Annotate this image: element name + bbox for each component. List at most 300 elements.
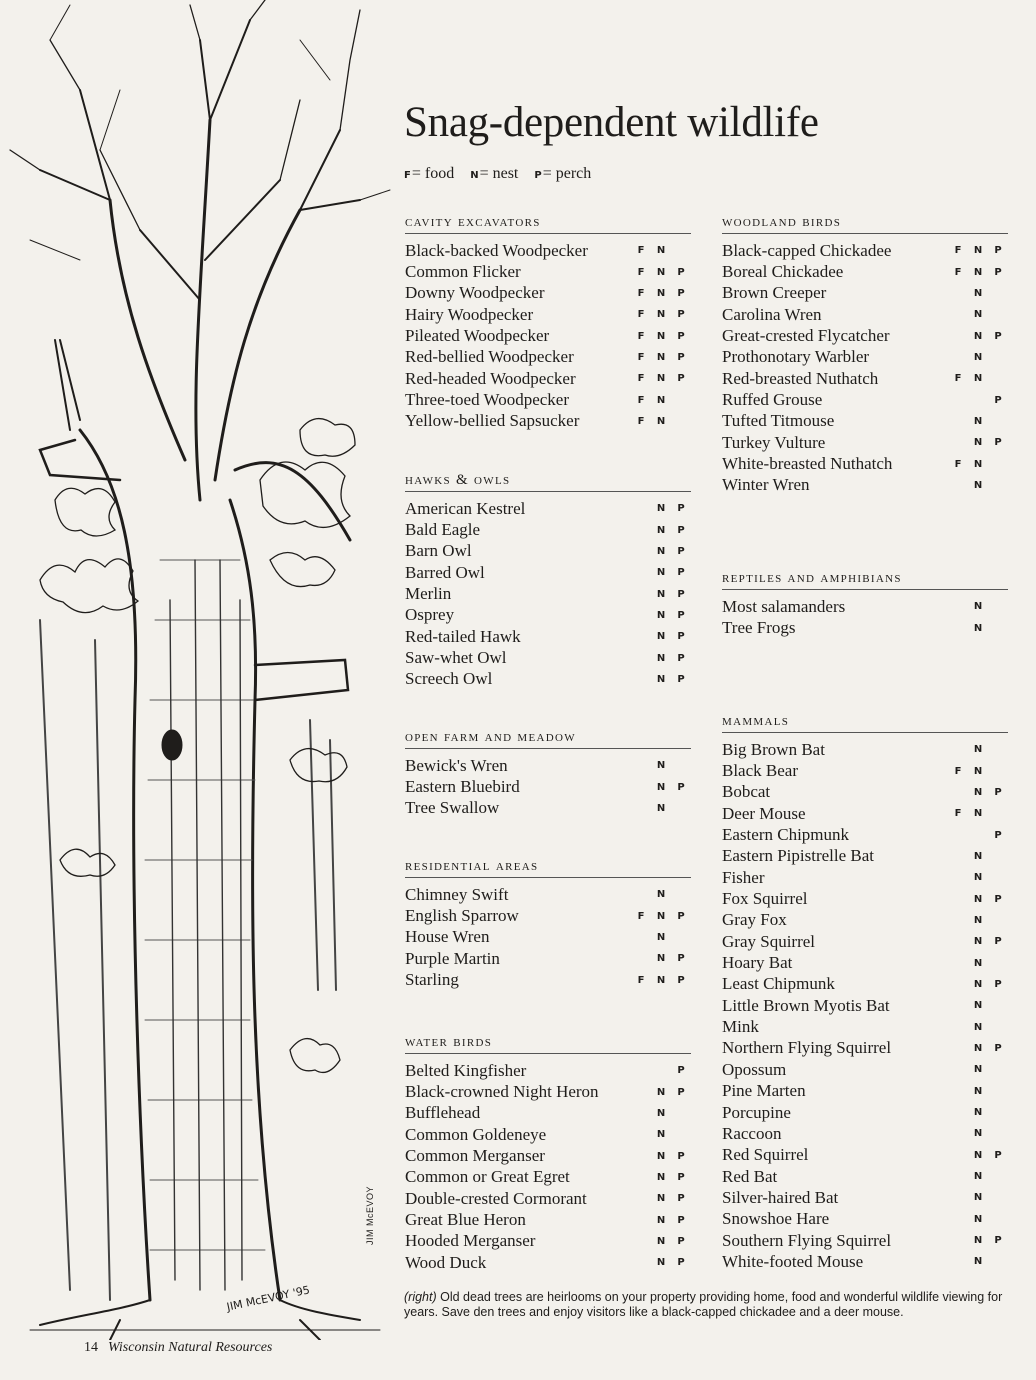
legend-nest-key: N: [470, 170, 479, 181]
food-code: F: [954, 458, 962, 470]
use-codes: [629, 1172, 691, 1183]
nest-code: N: [973, 309, 983, 321]
food-code: [948, 331, 968, 342]
nest-code: N: [973, 1000, 983, 1012]
nest-code: [968, 395, 988, 406]
nest-code: N: [973, 1192, 983, 1204]
species-name: Downy Woodpecker: [405, 283, 545, 303]
species-row: [405, 1167, 691, 1188]
use-codes: [946, 395, 1008, 406]
species-row: [722, 240, 1008, 261]
perch-code: [988, 1256, 1008, 1267]
food-code: [948, 1022, 968, 1033]
perch-code: [988, 766, 1008, 777]
species-name: Boreal Chickadee: [722, 262, 844, 282]
nest-code: N: [973, 266, 983, 278]
species-row: [722, 283, 1008, 304]
food-code: [948, 744, 968, 755]
perch-code: P: [994, 1042, 1002, 1054]
perch-code: [988, 1128, 1008, 1139]
species-name: Saw-whet Owl: [405, 648, 507, 668]
species-row: [405, 541, 691, 562]
nest-code: N: [656, 802, 666, 814]
food-code: [631, 546, 651, 557]
use-codes: [629, 782, 691, 793]
species-row: [405, 948, 691, 969]
nest-code: N: [973, 1107, 983, 1119]
perch-code: [671, 760, 691, 771]
use-codes: [629, 309, 691, 320]
species-name: Opossum: [722, 1059, 787, 1079]
use-codes: [946, 1192, 1008, 1203]
species-list: [405, 755, 691, 819]
species-row: [722, 453, 1008, 474]
species-row: [722, 782, 1008, 803]
use-codes: [629, 975, 691, 986]
species-name: Black-capped Chickadee: [722, 240, 892, 260]
species-name: Double-crested Cormorant: [405, 1188, 587, 1208]
use-codes: [946, 1150, 1008, 1161]
perch-code: P: [677, 524, 685, 536]
section-title: hawks & owls: [405, 472, 691, 492]
species-name: Least Chipmunk: [722, 974, 835, 994]
caption-text: Old dead trees are heirlooms on your property providing home, food and wonderful wildlife viewing for years. Save den trees and enjoy visitors like a black-capped chickadee and a deer mouse.: [404, 1290, 1003, 1319]
nest-code: N: [973, 1235, 983, 1247]
nest-code: N: [656, 415, 666, 427]
perch-code: [988, 1022, 1008, 1033]
food-code: [948, 395, 968, 406]
use-codes: [629, 1108, 691, 1119]
legend-food: [404, 165, 454, 183]
perch-code: P: [677, 1257, 685, 1269]
species-row: [722, 1102, 1008, 1123]
nest-code: N: [973, 351, 983, 363]
food-code: F: [637, 330, 645, 342]
nest-code: N: [656, 266, 666, 278]
perch-code: P: [677, 910, 685, 922]
food-code: [631, 631, 651, 642]
nest-code: N: [656, 287, 666, 299]
use-codes: [629, 352, 691, 363]
legend-food-label: = food: [411, 165, 455, 182]
nest-code: N: [656, 524, 666, 536]
nest-code: N: [656, 1193, 666, 1205]
section-title: mammals: [722, 713, 1008, 733]
species-name: Bewick's Wren: [405, 755, 508, 775]
species-row: [722, 1081, 1008, 1102]
species-row: [722, 261, 1008, 282]
species-row: [405, 1231, 691, 1252]
use-codes: [629, 653, 691, 664]
nest-code: N: [973, 765, 983, 777]
use-codes: [629, 416, 691, 427]
perch-code: P: [677, 1193, 685, 1205]
nest-code: N: [656, 309, 666, 321]
nest-code: N: [973, 744, 983, 756]
use-codes: [629, 1129, 691, 1140]
species-row: [405, 325, 691, 346]
nest-code: N: [973, 786, 983, 798]
perch-code: P: [677, 974, 685, 986]
use-codes: [629, 932, 691, 943]
nest-code: N: [656, 1235, 666, 1247]
nest-code: N: [973, 1256, 983, 1268]
use-codes: [629, 288, 691, 299]
perch-code: [988, 1064, 1008, 1075]
use-codes: [946, 373, 1008, 384]
perch-code: [988, 915, 1008, 926]
perch-code: P: [677, 351, 685, 363]
perch-code: [988, 416, 1008, 427]
species-row: [405, 626, 691, 647]
species-name: Carolina Wren: [722, 304, 822, 324]
species-row: [405, 776, 691, 797]
nest-code: N: [973, 622, 983, 634]
legend-perch-key: P: [534, 170, 542, 181]
species-name: Northern Flying Squirrel: [722, 1038, 892, 1058]
page-title: Snag-dependent wildlife: [404, 99, 819, 146]
perch-code: [671, 416, 691, 427]
perch-code: P: [994, 330, 1002, 342]
use-codes: [946, 1214, 1008, 1225]
perch-code: [988, 958, 1008, 969]
nest-code: N: [656, 245, 666, 257]
section-hawks-owls: [405, 472, 691, 690]
food-code: [631, 674, 651, 685]
use-codes: [946, 958, 1008, 969]
species-row: [722, 411, 1008, 432]
species-name: White-footed Mouse: [722, 1251, 864, 1271]
food-code: F: [954, 765, 962, 777]
nest-code: [968, 830, 988, 841]
food-code: [948, 979, 968, 990]
section-title: water birds: [405, 1034, 691, 1054]
food-code: [948, 309, 968, 320]
perch-code: [988, 459, 1008, 470]
section-title: reptiles and amphibians: [722, 570, 1008, 590]
use-codes: [629, 610, 691, 621]
nest-code: N: [656, 1129, 666, 1141]
species-row: [405, 605, 691, 626]
species-list: [405, 498, 691, 690]
use-codes: [946, 1171, 1008, 1182]
use-codes: [946, 744, 1008, 755]
species-name: Ruffed Grouse: [722, 390, 823, 410]
food-code: [948, 1171, 968, 1182]
use-codes: [946, 480, 1008, 491]
species-name: Hairy Woodpecker: [405, 304, 534, 324]
use-codes: [946, 1043, 1008, 1054]
use-codes: [946, 766, 1008, 777]
species-row: [722, 1038, 1008, 1059]
perch-code: P: [994, 245, 1002, 257]
use-codes: [629, 525, 691, 536]
use-codes: [946, 459, 1008, 470]
magazine-name: Wisconsin Natural Resources: [108, 1340, 273, 1355]
food-code: [948, 1150, 968, 1161]
species-row: [405, 304, 691, 325]
species-name: Common Merganser: [405, 1146, 545, 1166]
species-name: Merlin: [405, 584, 452, 604]
species-name: Great-crested Flycatcher: [722, 326, 890, 346]
food-code: [631, 1087, 651, 1098]
species-name: Belted Kingfisher: [405, 1060, 527, 1080]
food-code: [948, 915, 968, 926]
perch-code: P: [677, 1086, 685, 1098]
perch-code: P: [677, 1065, 685, 1077]
species-row: [722, 347, 1008, 368]
species-name: Hoary Bat: [722, 953, 793, 973]
nest-code: N: [973, 978, 983, 990]
species-row: [722, 1251, 1008, 1272]
species-name: Red-tailed Hawk: [405, 626, 521, 646]
use-codes: [946, 1064, 1008, 1075]
perch-code: P: [677, 330, 685, 342]
use-codes: [629, 373, 691, 384]
perch-code: [671, 932, 691, 943]
perch-code: P: [677, 781, 685, 793]
use-codes: [946, 1235, 1008, 1246]
species-name: Chimney Swift: [405, 884, 509, 904]
perch-code: P: [677, 503, 685, 515]
species-row: [722, 432, 1008, 453]
nest-code: N: [973, 893, 983, 905]
use-codes: [629, 395, 691, 406]
nest-code: N: [656, 330, 666, 342]
use-codes: [629, 911, 691, 922]
species-row: [405, 519, 691, 540]
species-name: Bald Eagle: [405, 520, 481, 540]
nest-code: N: [973, 914, 983, 926]
species-row: [722, 325, 1008, 346]
species-name: Red Squirrel: [722, 1145, 809, 1165]
use-codes: [629, 546, 691, 557]
use-codes: [629, 631, 691, 642]
species-name: Black-crowned Night Heron: [405, 1082, 599, 1102]
species-name: Eastern Chipmunk: [722, 825, 850, 845]
perch-code: P: [677, 373, 685, 385]
food-code: [948, 352, 968, 363]
artist-signature: JIM McEVOY '95: [225, 1283, 312, 1314]
food-code: [631, 567, 651, 578]
use-codes: [946, 1022, 1008, 1033]
species-name: Red-headed Woodpecker: [405, 368, 576, 388]
species-name: Red Bat: [722, 1166, 778, 1186]
food-code: [948, 480, 968, 491]
species-name: Wood Duck: [405, 1252, 487, 1272]
species-name: Tufted Titmouse: [722, 411, 835, 431]
species-name: House Wren: [405, 927, 490, 947]
perch-code: P: [677, 1214, 685, 1226]
use-codes: [629, 1257, 691, 1268]
perch-code: P: [677, 953, 685, 965]
use-codes: [946, 894, 1008, 905]
food-code: F: [954, 245, 962, 257]
use-codes: [946, 851, 1008, 862]
food-code: [631, 610, 651, 621]
use-codes: [629, 760, 691, 771]
perch-code: P: [677, 266, 685, 278]
species-row: [405, 1103, 691, 1124]
section-open-farm-meadow: [405, 729, 691, 819]
species-name: Common Flicker: [405, 262, 521, 282]
use-codes: [946, 331, 1008, 342]
nest-code: N: [973, 245, 983, 257]
food-code: F: [637, 245, 645, 257]
section-mammals: [722, 713, 1008, 1273]
use-codes: [629, 1215, 691, 1226]
food-code: [948, 1256, 968, 1267]
use-codes: [629, 245, 691, 256]
species-row: [405, 669, 691, 690]
perch-code: [671, 1108, 691, 1119]
page-number: 14: [84, 1340, 98, 1355]
species-name: Gray Fox: [722, 910, 787, 930]
nest-code: N: [656, 1257, 666, 1269]
perch-code: [988, 851, 1008, 862]
species-name: Common Goldeneye: [405, 1124, 547, 1144]
section-reptiles-amphibians: [722, 570, 1008, 639]
nest-code: N: [973, 458, 983, 470]
species-row: [722, 304, 1008, 325]
use-codes: [629, 889, 691, 900]
species-name: Turkey Vulture: [722, 432, 826, 452]
perch-code: P: [677, 287, 685, 299]
nest-code: N: [973, 1213, 983, 1225]
food-code: F: [637, 309, 645, 321]
food-code: [948, 601, 968, 612]
species-row: [722, 368, 1008, 389]
use-codes: [946, 288, 1008, 299]
use-codes: [946, 936, 1008, 947]
perch-code: P: [677, 609, 685, 621]
species-row: [405, 1209, 691, 1230]
species-name: Brown Creeper: [722, 283, 827, 303]
species-name: Pine Marten: [722, 1081, 806, 1101]
species-row: [405, 905, 691, 926]
nest-code: N: [656, 394, 666, 406]
use-codes: [946, 872, 1008, 883]
nest-code: N: [656, 974, 666, 986]
perch-code: P: [677, 1171, 685, 1183]
species-row: [405, 1252, 691, 1273]
species-row: [405, 1081, 691, 1102]
use-codes: [946, 245, 1008, 256]
use-codes: [946, 601, 1008, 612]
legend: [404, 165, 591, 183]
species-name: Most salamanders: [722, 596, 846, 616]
use-codes: [946, 808, 1008, 819]
species-list: [405, 240, 691, 432]
use-codes: [629, 589, 691, 600]
species-name: Snowshoe Hare: [722, 1209, 830, 1229]
species-row: [405, 1145, 691, 1166]
species-row: [722, 1209, 1008, 1230]
use-codes: [946, 1107, 1008, 1118]
species-name: Yellow-bellied Sapsucker: [405, 411, 580, 431]
species-row: [405, 498, 691, 519]
perch-code: [988, 744, 1008, 755]
food-code: [948, 288, 968, 299]
nest-code: N: [973, 601, 983, 613]
species-name: Deer Mouse: [722, 803, 806, 823]
nest-code: N: [973, 872, 983, 884]
nest-code: N: [656, 931, 666, 943]
perch-code: P: [677, 1150, 685, 1162]
perch-code: [988, 1192, 1008, 1203]
nest-code: N: [656, 1171, 666, 1183]
species-row: [722, 1016, 1008, 1037]
perch-code: P: [994, 893, 1002, 905]
species-name: Common or Great Egret: [405, 1167, 570, 1187]
species-name: American Kestrel: [405, 498, 526, 518]
perch-code: P: [677, 673, 685, 685]
section-residential-areas: [405, 858, 691, 991]
snag-tree-illustration: [0, 0, 400, 1340]
food-code: [948, 872, 968, 883]
nest-code: N: [973, 1064, 983, 1076]
food-code: [948, 1128, 968, 1139]
species-row: [722, 846, 1008, 867]
food-code: F: [954, 808, 962, 820]
perch-code: [988, 808, 1008, 819]
nest-code: N: [973, 808, 983, 820]
perch-code: [988, 1214, 1008, 1225]
species-name: Gray Squirrel: [722, 931, 816, 951]
perch-code: [988, 601, 1008, 612]
species-row: [722, 1187, 1008, 1208]
species-name: Barn Owl: [405, 541, 472, 561]
species-name: Black-backed Woodpecker: [405, 240, 588, 260]
use-codes: [946, 787, 1008, 798]
use-codes: [629, 803, 691, 814]
species-name: Eastern Pipistrelle Bat: [722, 846, 875, 866]
perch-code: P: [677, 567, 685, 579]
section-water-birds: [405, 1034, 691, 1273]
species-name: English Sparrow: [405, 906, 519, 926]
species-row: [405, 261, 691, 282]
nest-code: [651, 1065, 671, 1076]
perch-code: P: [677, 588, 685, 600]
species-name: Osprey: [405, 605, 455, 625]
perch-code: [988, 1000, 1008, 1011]
legend-nest-label: = nest: [479, 165, 519, 182]
nest-code: N: [656, 609, 666, 621]
food-code: F: [637, 394, 645, 406]
food-code: [948, 1214, 968, 1225]
nest-code: N: [973, 957, 983, 969]
species-row: [722, 888, 1008, 909]
food-code: [948, 936, 968, 947]
food-code: F: [954, 373, 962, 385]
food-code: F: [954, 266, 962, 278]
food-code: [948, 623, 968, 634]
use-codes: [946, 1000, 1008, 1011]
species-name: Purple Martin: [405, 948, 500, 968]
food-code: [631, 932, 651, 943]
food-code: [948, 830, 968, 841]
nest-code: N: [656, 545, 666, 557]
section-title: cavity excavators: [405, 214, 691, 234]
use-codes: [629, 267, 691, 278]
use-codes: [946, 1086, 1008, 1097]
use-codes: [629, 567, 691, 578]
food-code: [631, 1108, 651, 1119]
food-code: [631, 1257, 651, 1268]
perch-code: [988, 623, 1008, 634]
use-codes: [946, 352, 1008, 363]
section-title: woodland birds: [722, 214, 1008, 234]
